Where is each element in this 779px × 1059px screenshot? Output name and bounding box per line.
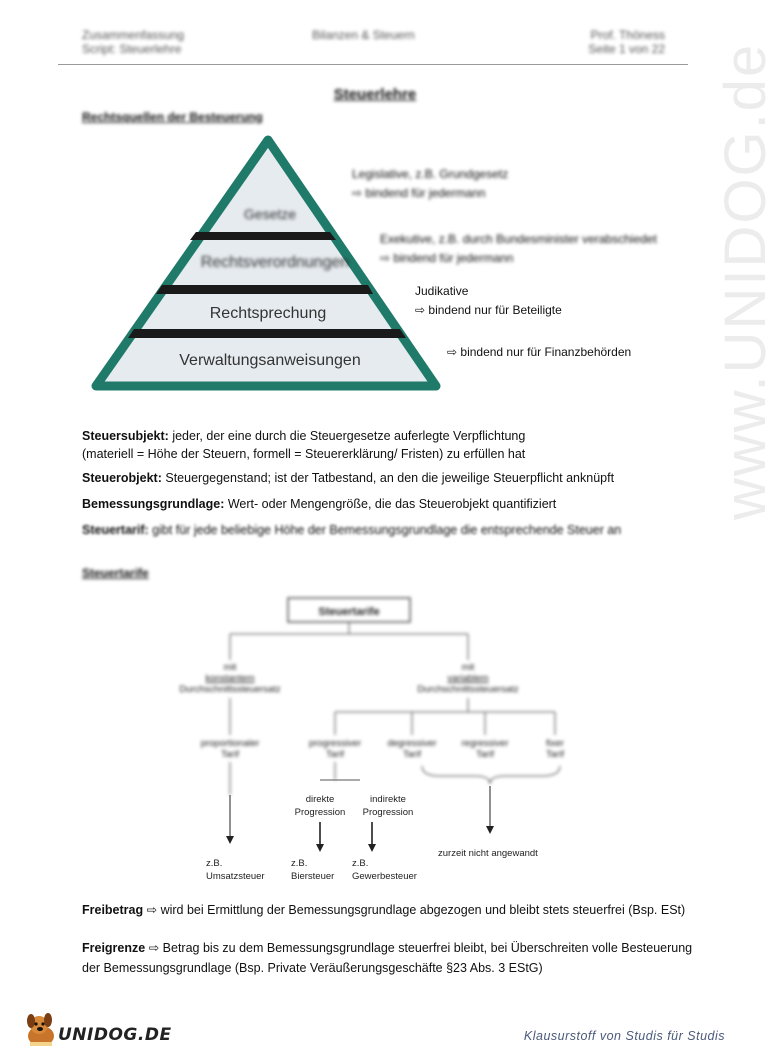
freibetrag-text: wird bei Ermittlung der Bemessungsgrundlage abgezogen und bleibt stets steuerfrei (Bsp. ESt) <box>157 903 686 917</box>
tree-example2-line2: Biersteuer <box>291 871 335 882</box>
tree-direct-line1: direkte <box>305 794 335 805</box>
definition-bemessungsgrundlage <box>82 495 702 513</box>
definition-steuerobjekt <box>82 469 702 487</box>
annotation-exekutive-binding: bindend für jedermann <box>393 251 514 265</box>
right-arrow-outline-icon: ⇨ <box>380 251 394 265</box>
annotation-legislative-binding: bindend für jedermann <box>365 186 486 200</box>
pyramid-bar-1 <box>190 232 336 240</box>
annotation-exekutive-line2 <box>380 249 657 268</box>
tree-regressive-line1: regressiver <box>461 738 509 749</box>
tree-indirect-line1: indirekte <box>370 794 406 805</box>
tree-brace <box>422 766 560 784</box>
footer-slogan: Klausurstoff von Studis für Studis <box>523 1029 725 1043</box>
right-arrow-outline-icon: ⇨ <box>352 186 366 200</box>
tree-left-line3: Durchschnittssteuersatz <box>179 684 281 695</box>
header-divider <box>58 64 688 65</box>
tree-degressive-line2: Tarif <box>403 749 421 760</box>
definition-text: jeder, der eine durch die Steuergesetze auferlegte Verpflichtung <box>168 429 526 443</box>
freibetrag-definition <box>82 901 702 919</box>
tree-indirect-line2: Progression <box>362 807 414 818</box>
definition-term: Steuertarif: <box>82 523 149 537</box>
tree-right-line2: variablem <box>447 673 489 684</box>
definition-text: Wert- oder Mengengröße, die das Steuerobjekt quantifiziert <box>224 497 557 511</box>
header-left-line2: Script: Steuerlehre <box>82 42 182 56</box>
definition-steuersubjekt <box>82 427 702 463</box>
definition-term: Steuersubjekt: <box>82 429 169 443</box>
tax-rate-tree-diagram <box>150 590 590 890</box>
annotation-legislative <box>352 165 508 203</box>
header-right <box>560 28 665 56</box>
freibetrag-term: Freibetrag <box>82 903 144 917</box>
tree-proportional-line2: Tarif <box>221 749 239 760</box>
header-right-line2: Seite 1 von 22 <box>588 42 665 56</box>
annotation-judikative-line1: Judikative <box>415 284 469 298</box>
tree-progressive-line2: Tarif <box>326 749 344 760</box>
tree-example3-line2: Gewerbesteuer <box>352 871 417 882</box>
tree-proportional-line1: proportionaler <box>200 738 260 749</box>
tree-blurred-part <box>179 598 564 795</box>
pyramid-level-gesetze: Gesetze <box>243 206 297 222</box>
header-right-line1: Prof. Thöness <box>590 28 665 42</box>
tree-example3-line1: z.B. <box>352 858 369 869</box>
tree-flat-line1: fixer <box>546 738 564 749</box>
arrow-down-icon <box>316 844 324 852</box>
definition-steuertarif <box>82 521 702 535</box>
pyramid-level-rechtsprechung: Rechtsprechung <box>209 305 327 322</box>
unidog-logo-text[interactable]: UNIDOG.DE <box>58 1025 172 1045</box>
tree-example1-line2: Umsatzsteuer <box>206 871 265 882</box>
freigrenze-text: Betrag bis zu dem Bemessungsgrundlage steuerfrei bleibt, bei Überschreiten volle Besteuerung <box>159 941 693 955</box>
header-center: Bilanzen & Steuern <box>312 28 415 42</box>
annotation-judikative <box>415 282 562 320</box>
tree-progressive-line1: progressiver <box>308 738 362 749</box>
annotation-exekutive <box>380 230 657 268</box>
pyramid-level-rechtsverordnungen: Rechtsverordnungen <box>200 254 350 271</box>
arrow-down-icon <box>486 826 494 834</box>
right-arrow-outline-icon: ⇨ <box>148 941 160 955</box>
tree-example2-line1: z.B. <box>291 858 308 869</box>
tree-example1-line1: z.B. <box>206 858 223 869</box>
section-heading-steuertarife: Steuertarife <box>82 566 149 580</box>
pyramid-level-verwaltungsanweisungen: Verwaltungsanweisungen <box>179 352 361 369</box>
right-arrow-outline-icon: ⇨ <box>447 345 461 359</box>
annotation-judikative-line2 <box>415 301 562 320</box>
definition-text-cont: (materiell = Höhe der Steuern, formell = Steuererklärung/ Fristen) zu erfüllen hat <box>82 447 526 461</box>
freigrenze-term: Freigrenze <box>82 941 146 955</box>
tree-right-line3: Durchschnittssteuersatz <box>417 684 519 695</box>
arrow-down-icon <box>226 836 234 844</box>
tree-degressive-line1: degressiver <box>387 738 437 749</box>
arrow-down-icon <box>368 844 376 852</box>
annotation-legislative-line2 <box>352 184 508 203</box>
annotation-judikative-binding: bindend nur für Beteiligte <box>428 303 562 317</box>
tree-regressive-line2: Tarif <box>476 749 494 760</box>
tree-unused-label: zurzeit nicht angewandt <box>438 848 538 859</box>
definition-text: Steuergegenstand; ist der Tatbestand, an den die jeweilige Steuerpflicht anknüpft <box>161 471 615 485</box>
tree-right-line1: mit <box>461 662 475 673</box>
freigrenze-text-cont: der Bemessungsgrundlage (Bsp. Private Veräußerungsgeschäfte §23 Abs. 3 EStG) <box>82 961 543 975</box>
annotation-exekutive-line1: Exekutive, z.B. durch Bundesminister verabschiedet <box>380 232 657 246</box>
section-heading-rechtsquellen: Rechtsquellen der Besteuerung <box>82 110 263 124</box>
watermark-text: www.UNIDOG.de <box>713 42 778 520</box>
definition-term: Bemessungsgrundlage: <box>82 497 225 511</box>
right-arrow-outline-icon: ⇨ <box>146 903 158 917</box>
tree-direct-line2: Progression <box>294 807 346 818</box>
annotation-verwaltung-binding: bindend nur für Finanzbehörden <box>460 345 632 359</box>
header-left-line1: Zusammenfassung <box>82 28 185 42</box>
right-arrow-outline-icon: ⇨ <box>415 303 429 317</box>
dog-mascot-icon <box>22 1012 60 1048</box>
tree-left-line1: mit <box>223 662 237 673</box>
page-title: Steuerlehre <box>333 86 417 103</box>
annotation-verwaltung <box>447 343 631 362</box>
tree-left-line2: konstantem <box>205 673 255 684</box>
header-left <box>82 28 184 56</box>
definition-text: gibt für jede beliebige Höhe der Bemessungsgrundlage die entsprechende Steuer an <box>148 523 622 537</box>
definition-term: Steuerobjekt: <box>82 471 162 485</box>
annotation-legislative-line1: Legislative, z.B. Grundgesetz <box>352 167 509 181</box>
pyramid-bar-3 <box>128 329 406 338</box>
tree-flat-line2: Tarif <box>546 749 564 760</box>
pyramid-bar-2 <box>156 285 373 294</box>
freigrenze-definition <box>82 938 702 978</box>
tree-root-label: Steuertarife <box>318 606 380 618</box>
